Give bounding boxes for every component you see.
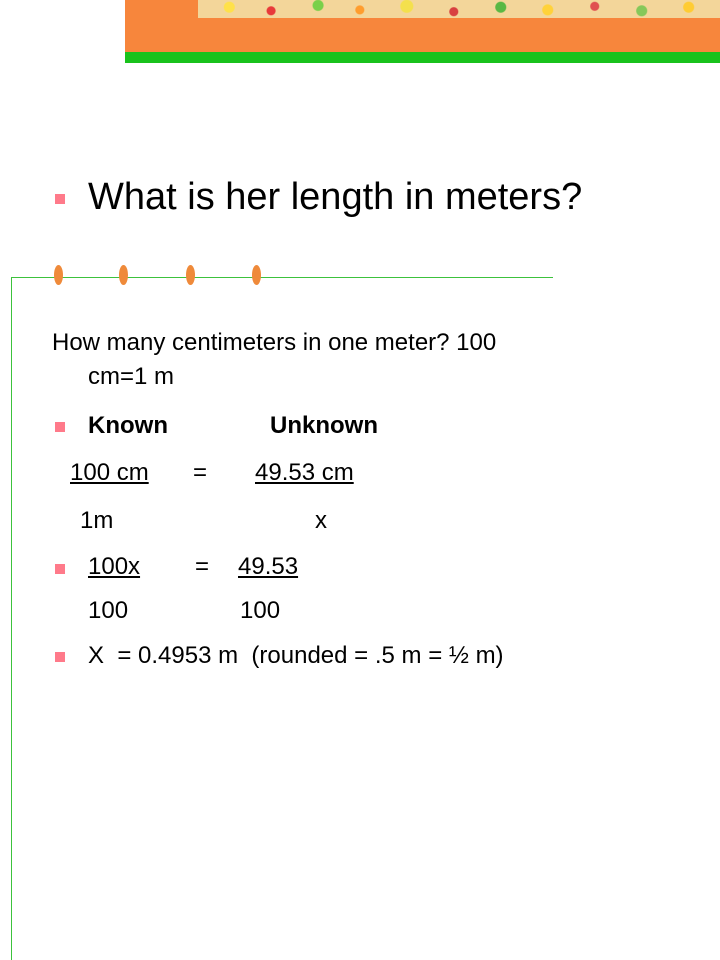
- known-label: Known: [88, 412, 168, 439]
- equation-equals: =: [195, 553, 210, 580]
- decorative-dot: [54, 265, 63, 285]
- left-divider-line: [11, 277, 12, 960]
- equation-left-numerator: 100x: [88, 553, 141, 580]
- flower-image-strip: [198, 0, 720, 18]
- bullet-icon: [55, 564, 65, 574]
- equation-right-numerator: 49.53: [238, 553, 299, 580]
- slide-title: What is her length in meters?: [88, 176, 583, 218]
- decorative-dot: [119, 265, 128, 285]
- top-divider-line: [11, 277, 553, 278]
- equation-left-denominator: 100: [88, 597, 129, 624]
- ratio-left-denominator: 1m: [80, 507, 114, 534]
- equation-right-denominator: 100: [240, 597, 281, 624]
- header-banner-stripe: [125, 52, 720, 63]
- ratio-right-numerator: 49.53 cm: [255, 459, 354, 486]
- bullet-icon: [55, 422, 65, 432]
- ratio-right-denominator: x: [315, 507, 327, 534]
- answer-line: X = 0.4953 m (rounded = .5 m = ½ m): [88, 642, 504, 669]
- decorative-dot: [186, 265, 195, 285]
- bullet-icon: [55, 652, 65, 662]
- intro-question-line2: cm=1 m: [88, 363, 175, 390]
- bullet-icon: [55, 194, 65, 204]
- unknown-label: Unknown: [270, 412, 378, 439]
- ratio-equals: =: [193, 459, 208, 486]
- ratio-left-numerator: 100 cm: [70, 459, 149, 486]
- decorative-dot: [252, 265, 261, 285]
- intro-question-line1: How many centimeters in one meter? 100: [52, 329, 497, 356]
